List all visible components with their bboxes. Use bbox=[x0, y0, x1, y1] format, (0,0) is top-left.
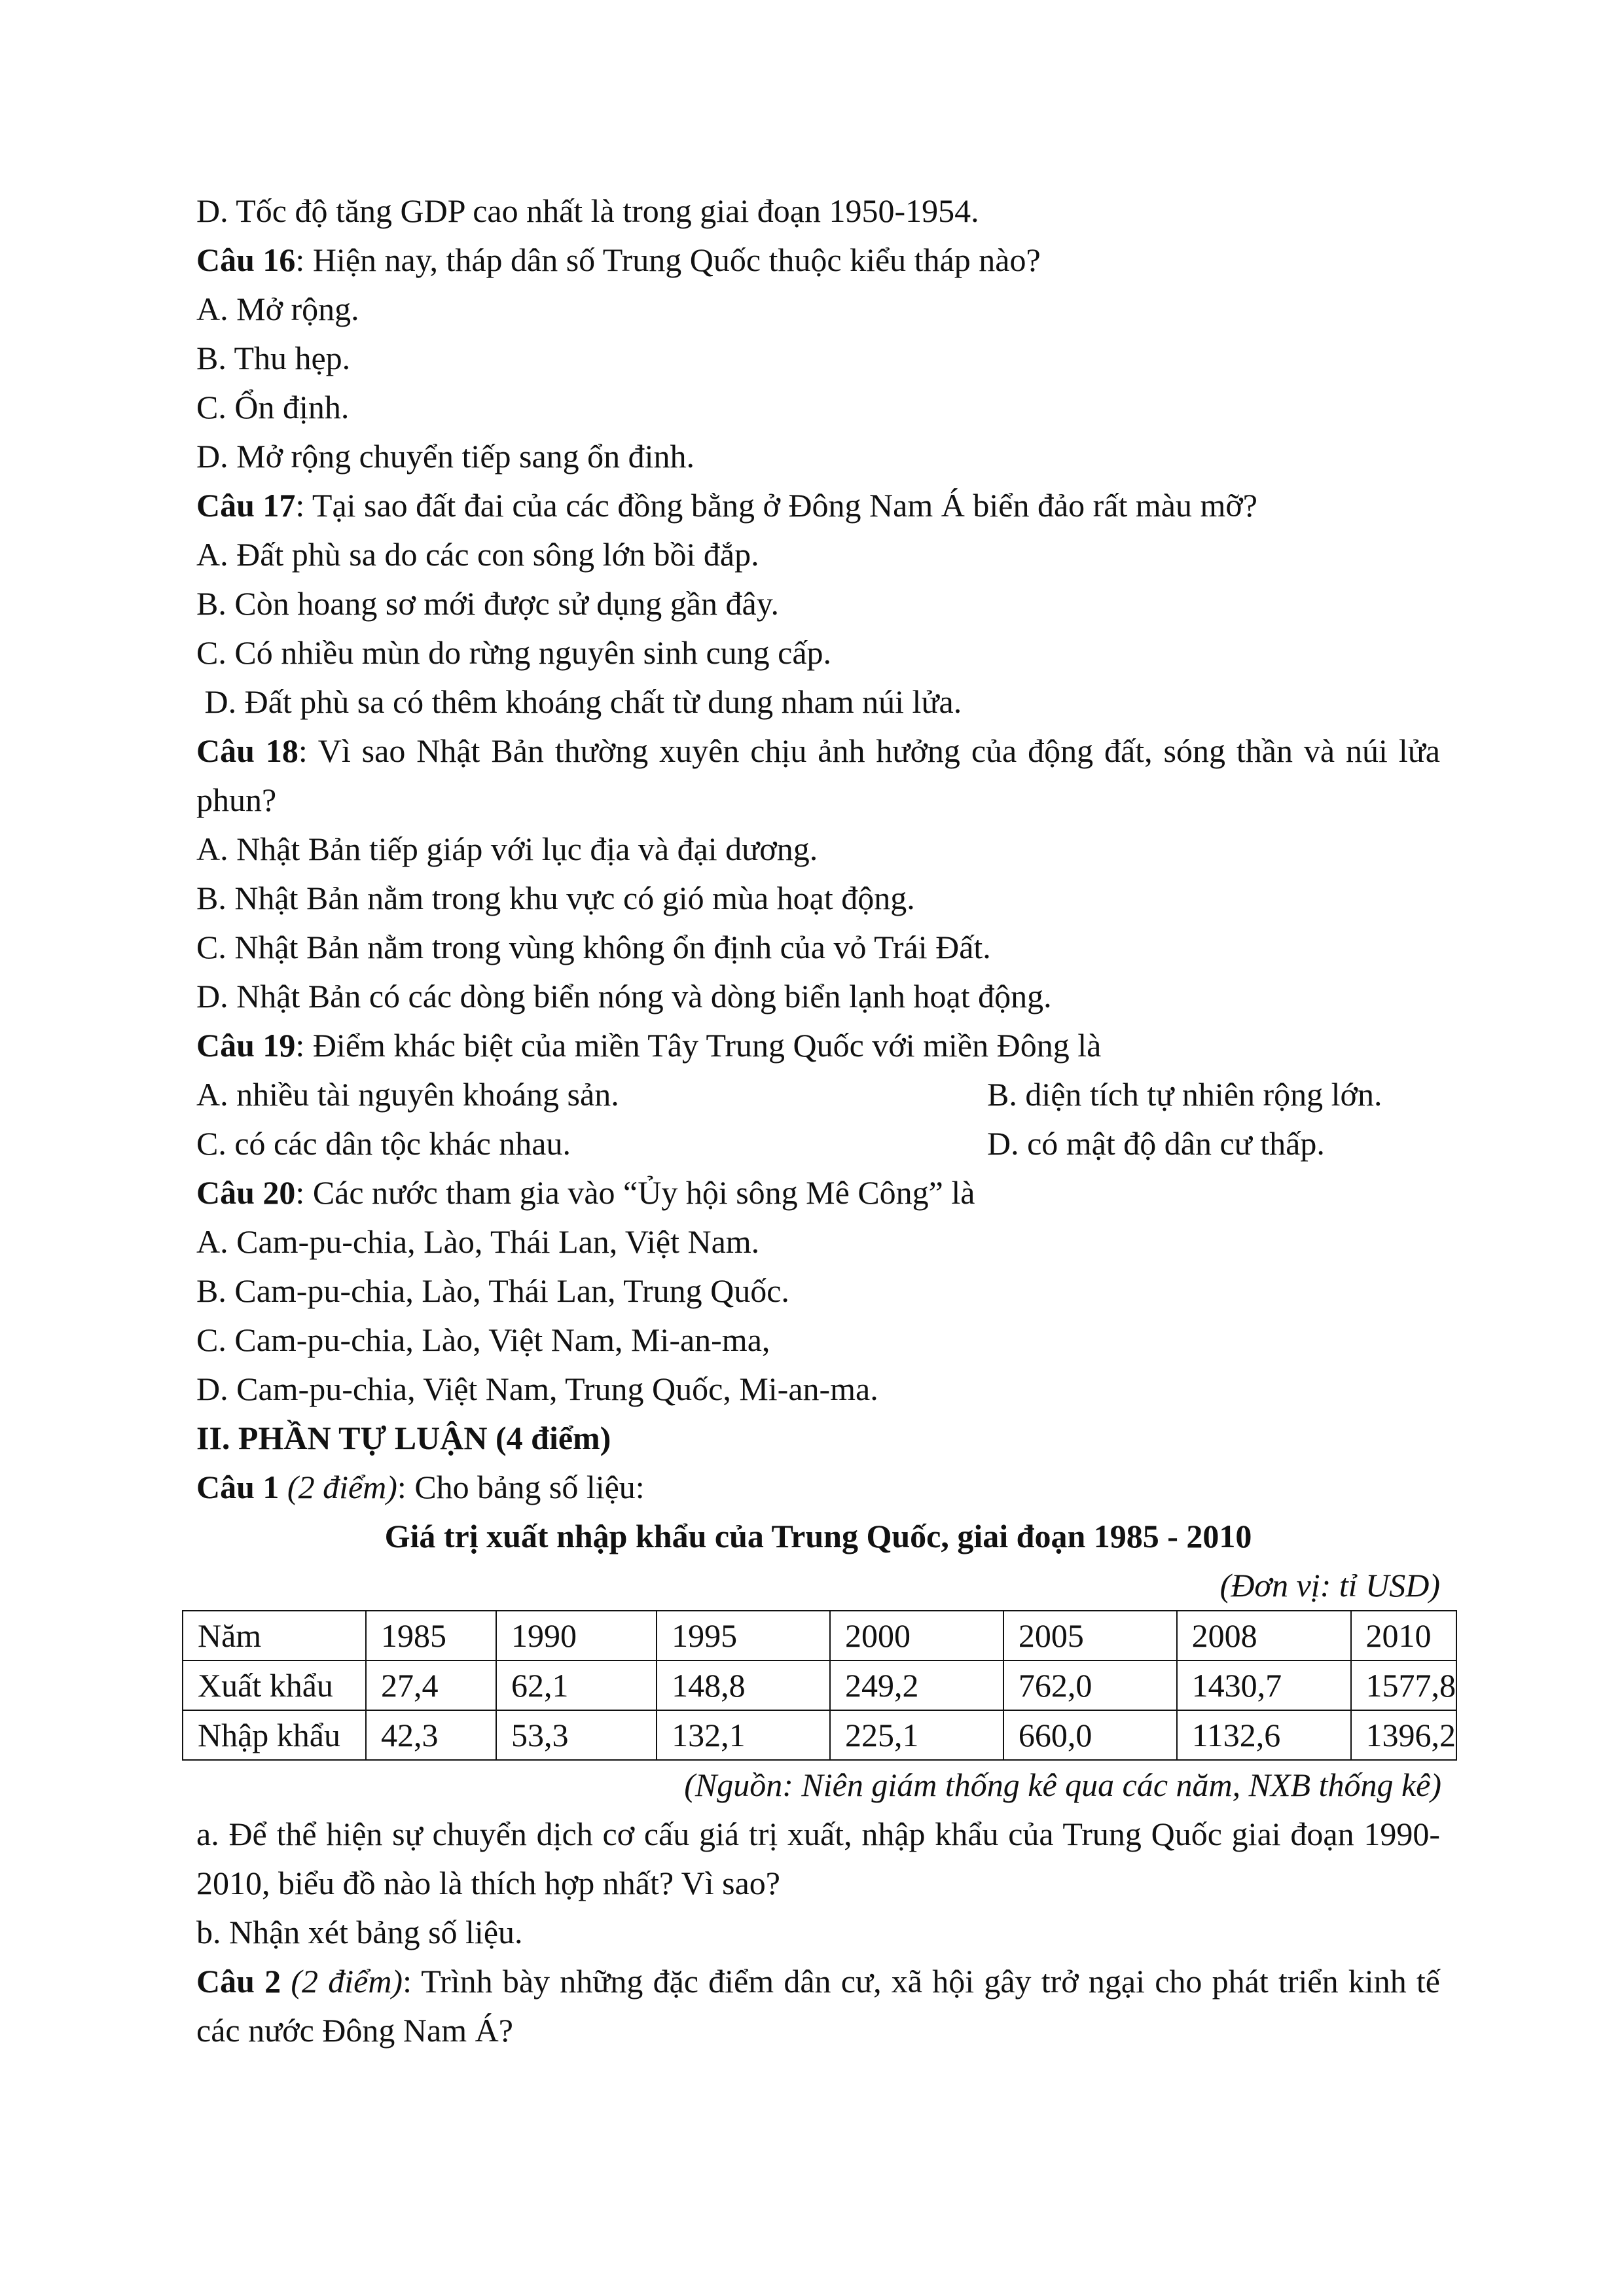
q16-option-c: C. Ổn định. bbox=[196, 389, 350, 425]
q18-option-a: A. Nhật Bản tiếp giáp với lục địa và đại dương. bbox=[196, 831, 818, 867]
row-label: Nhập khẩu bbox=[183, 1710, 366, 1760]
question-text: : Hiện nay, tháp dân số Trung Quốc thuộc kiểu tháp nào? bbox=[295, 242, 1041, 278]
question-text: : Cho bảng số liệu: bbox=[397, 1469, 645, 1505]
table-unit: (Đơn vị: tỉ USD) bbox=[1219, 1567, 1440, 1604]
trade-table bbox=[182, 1610, 1457, 1761]
table-cell: 62,1 bbox=[496, 1660, 657, 1710]
header-cell: 2010 bbox=[1351, 1611, 1457, 1660]
q20-option-b: B. Cam-pu-chia, Lào, Thái Lan, Trung Quốc. bbox=[196, 1272, 789, 1309]
row-label: Xuất khẩu bbox=[183, 1660, 366, 1710]
question-18 bbox=[196, 726, 1440, 825]
table-row bbox=[183, 1710, 1456, 1760]
essay-question-2 bbox=[196, 1957, 1440, 2055]
q19-option-c: C. có các dân tộc khác nhau. bbox=[196, 1125, 571, 1162]
question-text: : Điểm khác biệt của miền Tây Trung Quốc với miền Đông là bbox=[295, 1027, 1102, 1064]
q16-option-d: D. Mở rộng chuyển tiếp sang ổn đinh. bbox=[196, 438, 695, 475]
question-label: Câu 2 bbox=[196, 1963, 281, 2000]
q16-option-b: B. Thu hẹp. bbox=[196, 340, 351, 376]
header-cell: 2005 bbox=[1003, 1611, 1177, 1660]
table-source: (Nguồn: Niên giám thống kê qua các năm, NXB thống kê) bbox=[684, 1767, 1441, 1803]
question-label: Câu 18 bbox=[196, 732, 298, 769]
question-label: Câu 19 bbox=[196, 1027, 296, 1064]
q17-option-b: B. Còn hoang sơ mới được sử dụng gần đây. bbox=[196, 585, 779, 622]
header-cell: 2000 bbox=[830, 1611, 1003, 1660]
q20-option-d: D. Cam-pu-chia, Việt Nam, Trung Quốc, Mi-an-ma. bbox=[196, 1371, 878, 1407]
essay-1-part-a: a. Để thể hiện sự chuyển dịch cơ cấu giá trị xuất, nhập khẩu của Trung Quốc giai đoạn 1990- 2010, biểu đồ nào là thích hợp nhất? Vì sao? bbox=[196, 1816, 1440, 1901]
table-cell: 132,1 bbox=[657, 1710, 830, 1760]
q19-option-d: D. có mật độ dân cư thấp. bbox=[987, 1125, 1325, 1162]
table-cell: 1396,2 bbox=[1351, 1710, 1457, 1760]
table-cell: 1577,8 bbox=[1351, 1660, 1457, 1710]
q15-option-d: D. Tốc độ tăng GDP cao nhất là trong giai đoạn 1950-1954. bbox=[196, 192, 979, 229]
q19-options-row-1 bbox=[196, 1070, 1440, 1119]
table-cell: 148,8 bbox=[657, 1660, 830, 1710]
part-2-heading: II. PHẦN TỰ LUẬN (4 điểm) bbox=[196, 1420, 611, 1456]
essay-1-part-b: b. Nhận xét bảng số liệu. bbox=[196, 1914, 523, 1950]
q19-option-b: B. diện tích tự nhiên rộng lớn. bbox=[987, 1076, 1382, 1113]
q18-option-d: D. Nhật Bản có các dòng biển nóng và dòng biển lạnh hoạt động. bbox=[196, 978, 1052, 1014]
question-label: Câu 17 bbox=[196, 487, 296, 524]
q18-option-b: B. Nhật Bản nằm trong khu vực có gió mùa hoạt động. bbox=[196, 880, 915, 916]
q20-option-c: C. Cam-pu-chia, Lào, Việt Nam, Mi-an-ma, bbox=[196, 1321, 770, 1358]
table-title: Giá trị xuất nhập khẩu của Trung Quốc, giai đoạn 1985 - 2010 bbox=[384, 1518, 1252, 1554]
essay-question-1 bbox=[196, 1463, 1440, 1512]
exam-page bbox=[196, 187, 1456, 2055]
table-cell: 42,3 bbox=[366, 1710, 496, 1760]
table-cell: 53,3 bbox=[496, 1710, 657, 1760]
q16-option-a: A. Mở rộng. bbox=[196, 291, 359, 327]
header-cell: Năm bbox=[183, 1611, 366, 1660]
header-cell: 1985 bbox=[366, 1611, 496, 1660]
table-cell: 225,1 bbox=[830, 1710, 1003, 1760]
question-label: Câu 16 bbox=[196, 242, 296, 278]
table-row bbox=[183, 1660, 1456, 1710]
question-label: Câu 1 bbox=[196, 1469, 280, 1505]
header-cell: 1995 bbox=[657, 1611, 830, 1660]
header-cell: 2008 bbox=[1177, 1611, 1351, 1660]
question-19 bbox=[196, 1021, 1440, 1070]
question-text: : Các nước tham gia vào “Ủy hội sông Mê Công” là bbox=[295, 1174, 975, 1211]
table-cell: 660,0 bbox=[1003, 1710, 1177, 1760]
q18-option-c: C. Nhật Bản nằm trong vùng không ổn định của vỏ Trái Đất. bbox=[196, 929, 991, 965]
question-17 bbox=[196, 481, 1440, 530]
q17-option-a: A. Đất phù sa do các con sông lớn bồi đắp. bbox=[196, 536, 759, 573]
question-points: (2 điểm) bbox=[281, 1963, 403, 2000]
header-cell: 1990 bbox=[496, 1611, 657, 1660]
q19-options-row-2 bbox=[196, 1119, 1440, 1168]
question-20 bbox=[196, 1168, 1440, 1217]
table-cell: 1132,6 bbox=[1177, 1710, 1351, 1760]
table-cell: 249,2 bbox=[830, 1660, 1003, 1710]
q17-option-c: C. Có nhiều mùn do rừng nguyên sinh cung cấp. bbox=[196, 634, 832, 671]
question-text: : Vì sao Nhật Bản thường xuyên chịu ảnh hưởng của động đất, sóng thần và núi lửa phun? bbox=[196, 732, 1441, 818]
table-cell: 762,0 bbox=[1003, 1660, 1177, 1710]
question-points: (2 điểm) bbox=[279, 1469, 397, 1505]
question-label: Câu 20 bbox=[196, 1174, 296, 1211]
table-header-row bbox=[183, 1611, 1456, 1660]
table-cell: 27,4 bbox=[366, 1660, 496, 1710]
table-cell: 1430,7 bbox=[1177, 1660, 1351, 1710]
q20-option-a: A. Cam-pu-chia, Lào, Thái Lan, Việt Nam. bbox=[196, 1223, 760, 1260]
q17-option-d: D. Đất phù sa có thêm khoáng chất từ dung nham núi lửa. bbox=[196, 683, 962, 720]
question-text: : Trình bày những đặc điểm dân cư, xã hội gây trở ngại cho phát triển kinh tế các nước Đông Nam Á? bbox=[196, 1963, 1440, 2049]
question-text: : Tại sao đất đai của các đồng bằng ở Đông Nam Á biển đảo rất màu mỡ? bbox=[295, 487, 1257, 524]
q19-option-a: A. nhiều tài nguyên khoáng sản. bbox=[196, 1076, 619, 1113]
question-16 bbox=[196, 236, 1440, 285]
